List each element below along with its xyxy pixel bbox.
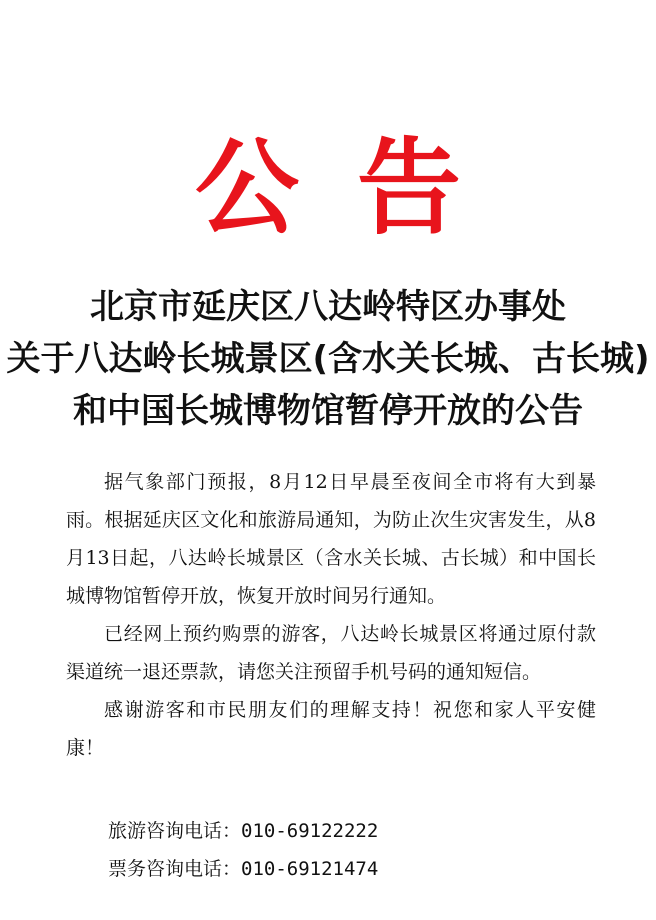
title-line-2: 关于八达岭长城景区(含水关长城、古长城) xyxy=(6,339,650,379)
contact-label-tourism: 旅游咨询电话： xyxy=(108,820,242,842)
contact-number-tourism: 010-69122222 xyxy=(241,820,379,842)
title-line-1: 北京市延庆区八达岭特区办事处 xyxy=(90,287,566,327)
contact-row-ticketing xyxy=(108,850,378,888)
contact-label-ticketing: 票务咨询电话： xyxy=(108,858,242,880)
contact-number-ticketing: 010-69121474 xyxy=(241,858,379,880)
notice-body xyxy=(66,463,596,767)
paragraph-thanks: 感谢游客和市民朋友们的理解支持！祝您和家人平安健康！ xyxy=(66,699,596,759)
title-line-3: 和中国长城博物馆暂停开放的公告 xyxy=(73,391,583,431)
contact-info xyxy=(108,812,378,888)
contact-row-tourism xyxy=(108,812,378,850)
notice-title xyxy=(0,281,656,437)
notice-headline: 公告 xyxy=(194,126,519,249)
paragraph-refund: 已经网上预约购票的游客，八达岭长城景区将通过原付款渠道统一退还票款，请您关注预留手机号码的通知短信。 xyxy=(66,623,596,683)
paragraph-weather: 据气象部门预报，8月12日早晨至夜间全市将有大到暴雨。根据延庆区文化和旅游局通知，为防止次生灾害发生，从8月13日起，八达岭长城景区（含水关长城、古长城）和中国长城博物馆暂停开放，恢复开放时间另行通知。 xyxy=(66,471,596,607)
